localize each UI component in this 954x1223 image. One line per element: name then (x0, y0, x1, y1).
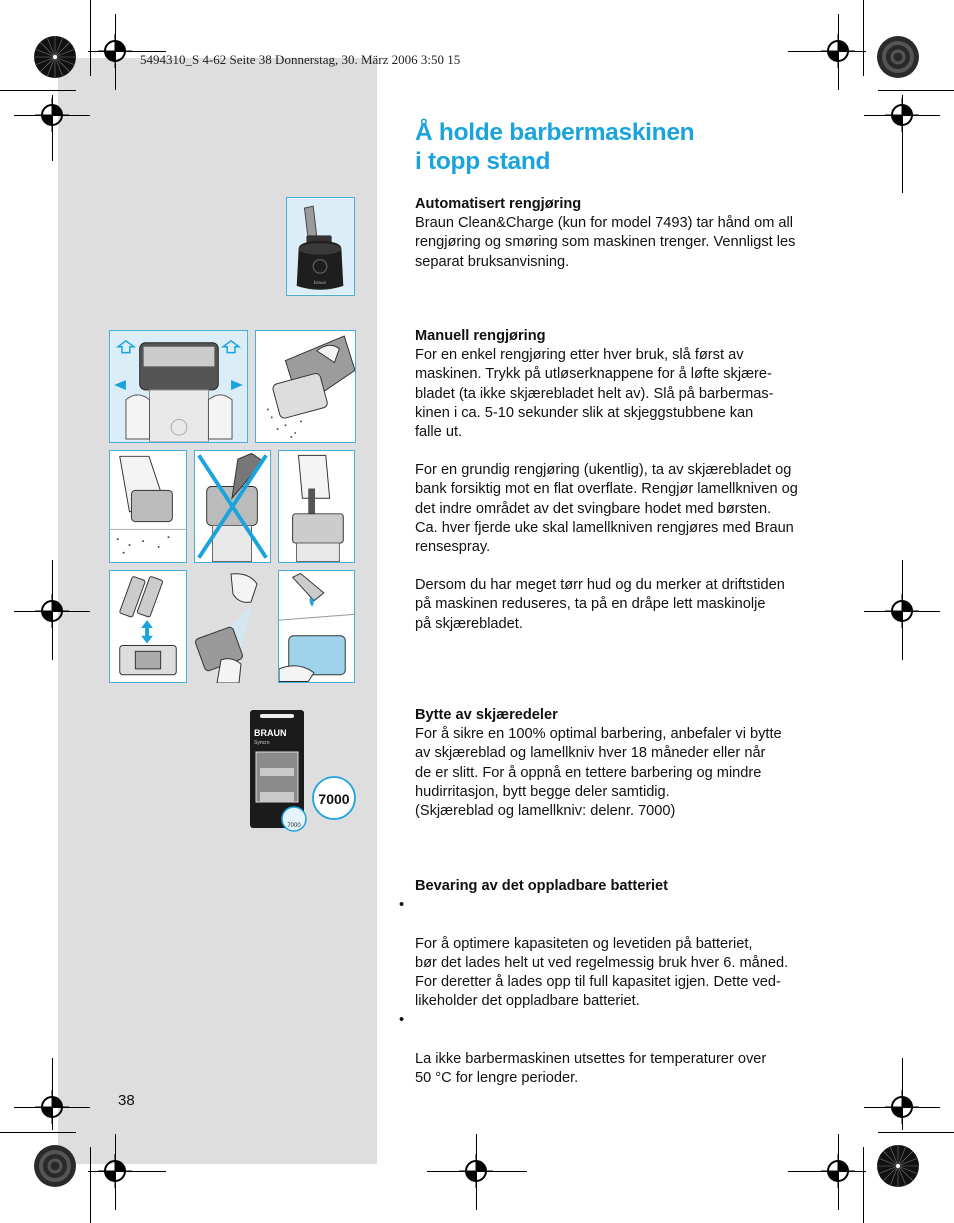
section-heading: Manuell rengjøring (415, 328, 546, 344)
pack-brand: BRAUN (254, 728, 287, 738)
figure-tap-foil (109, 450, 187, 563)
crop-mark (90, 1147, 91, 1223)
figure-clean-charge-station (286, 197, 355, 296)
starburst-disc (876, 35, 920, 79)
section-paragraph-2: For en grundig rengjøring (ukentlig), ta av skjærebladet og bank forsiktig mot en flat overflate. Rengjør lamellkniven og det indre området av det svingbare hodet med børsten. Ca. hver fjerde uke skal lamellkniven rengjøres med Braun rensespray. (415, 462, 798, 556)
registration-mark (459, 1154, 493, 1188)
figure-release-buttons (109, 330, 248, 443)
figure-oil-foil (278, 570, 355, 683)
crop-mark (878, 90, 954, 91)
registration-mark (885, 594, 919, 628)
part-callout: 7000 (318, 791, 350, 807)
registration-mark (35, 1090, 69, 1124)
section-text: For å sikre en 100% optimal barbering, anbefaler vi bytte av skjæreblad og lamellkniv hver 18 måneder eller når de er slitt. For å oppnå en tettere barbering og mindre hudirritasjon, bytt begge deler samtidig. (Skjæreblad og lamellkniv: delenr. 7000) (415, 726, 782, 820)
bullet-item (399, 1011, 840, 1088)
registration-mark (885, 1090, 919, 1124)
starburst-disc (33, 35, 77, 79)
section-battery (399, 877, 840, 1088)
section-paragraph-3: Dersom du har meget tørr hud og du merker at driftstiden på maskinen reduseres, ta på en dråpe lett maskinolje på skjærebladet. (415, 577, 785, 632)
figure-cleaning-spray (191, 570, 273, 683)
bullet-symbol: • (399, 1012, 405, 1029)
section-heading: Bevaring av det oppladbare batteriet (415, 878, 669, 894)
registration-mark (821, 1154, 855, 1188)
bullet-text: For å optimere kapasiteten og levetiden på batteriet, bør det lades helt ut ved regelmessig bruk hver 6. måned. For deretter å lades opp til full kapasitet igjen. Dette ved- likeholder det oppladbare batteriet. (415, 935, 789, 1010)
registration-mark (35, 98, 69, 132)
crop-mark (0, 90, 76, 91)
figure-brush-cutter (278, 450, 355, 563)
page-title-line-2: i topp stand (415, 148, 551, 175)
crop-mark (0, 1132, 76, 1133)
section-text: Braun Clean&Charge (kun for model 7493) tar hånd om all rengjøring og smøring som maskinen trenger. Vennligst les separat bruksanvisning. (415, 215, 796, 270)
figure-foil-cutter-parts (109, 570, 187, 683)
section-automatic-cleaning (415, 195, 840, 272)
page-title (415, 118, 694, 176)
pack-small-label: 7000 (287, 823, 301, 829)
figure-do-not-brush-foil (194, 450, 271, 563)
bullet-item (399, 896, 840, 1011)
figure-replacement-pack (248, 708, 364, 836)
section-paragraph-1: For en enkel rengjøring etter hver bruk, slå først av maskinen. Trykk på utløserknappene for å løfte skjære- bladet (ta ikke skjærebladet helt av). Slå på barbermas- kinen i ca. 5-10 sekunder slik at skjeggstubbene kan falle ut. (415, 347, 774, 441)
crop-mark (878, 1132, 954, 1133)
section-manual-cleaning (415, 327, 840, 634)
registration-mark (98, 34, 132, 68)
registration-mark (885, 98, 919, 132)
section-heading: Bytte av skjæredeler (415, 707, 558, 723)
crop-mark (863, 1147, 864, 1223)
bullet-symbol: • (399, 897, 405, 914)
section-replacing-parts (415, 706, 840, 821)
figure-shaver-running (255, 330, 356, 443)
page-number: 38 (118, 1092, 135, 1109)
registration-mark (821, 34, 855, 68)
crop-mark (863, 0, 864, 76)
print-header: 5494310_S 4-62 Seite 38 Donnerstag, 30. März 2006 3:50 15 (140, 52, 461, 67)
section-heading: Automatisert rengjøring (415, 196, 582, 212)
pack-model: Syncro (254, 740, 270, 746)
starburst-disc (876, 1144, 920, 1188)
registration-mark (35, 594, 69, 628)
registration-mark (98, 1154, 132, 1188)
station-logo: braun (313, 280, 327, 286)
bullet-text: La ikke barbermaskinen utsettes for temperaturer over 50 °C for lengre perioder. (415, 1050, 767, 1087)
starburst-disc (33, 1144, 77, 1188)
crop-mark (90, 0, 91, 76)
page-title-line-1: Å holde barbermaskinen (415, 119, 695, 146)
